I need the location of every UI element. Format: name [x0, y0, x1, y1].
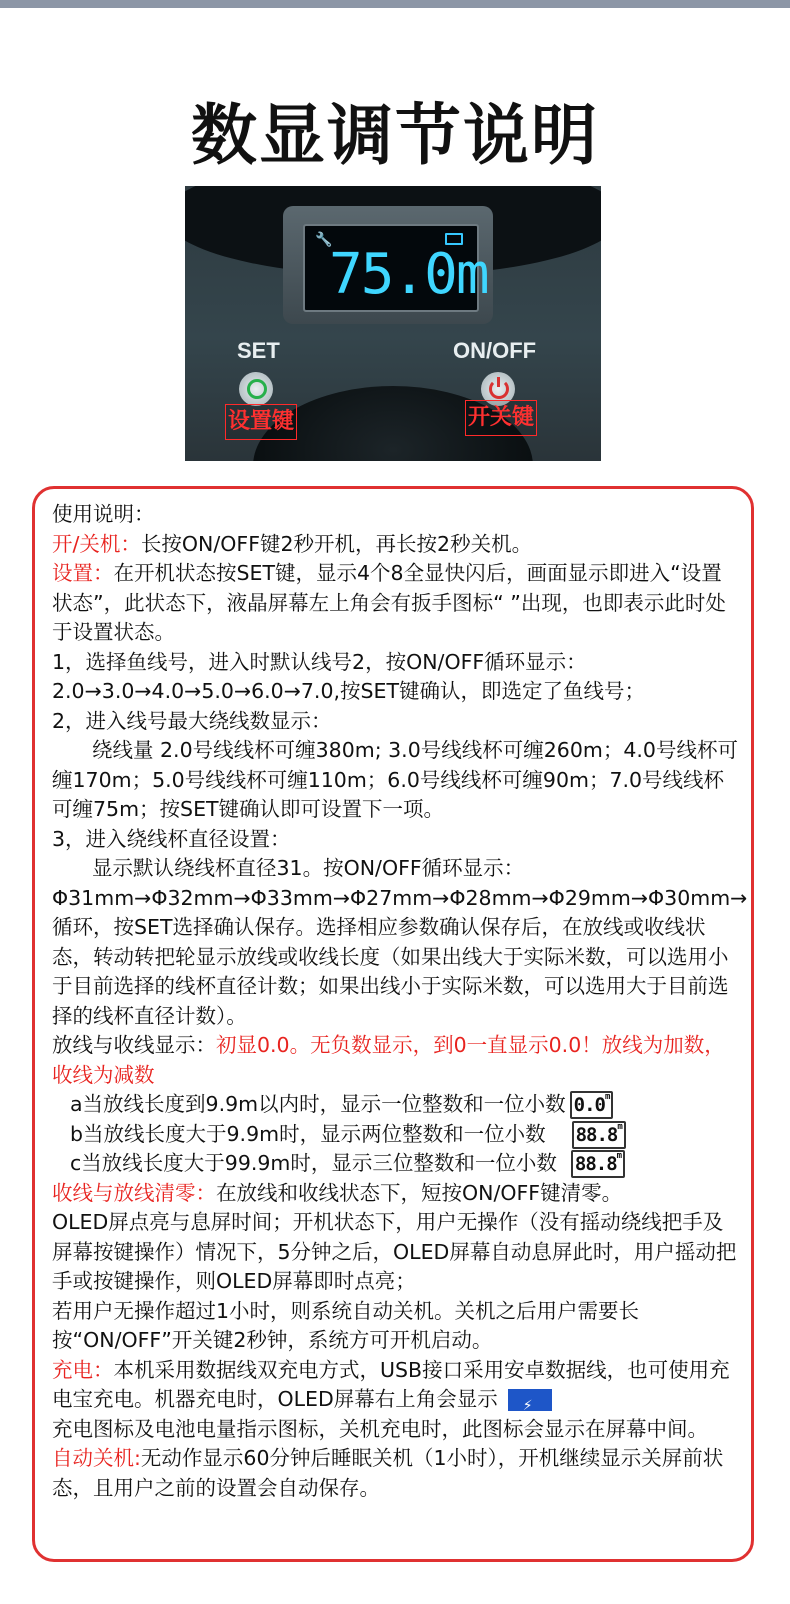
case-a: a当放线长度到9.9m以内时，显示一位整数和一位小数 0.0m: [52, 1090, 742, 1120]
step-3-text: 显示默认绕线杯直径31。按ON/OFF循环显示：Φ31mm→Φ32mm→Φ33mm→Φ27mm→Φ28mm→Φ29mm→Φ30mm→循环，按SET选择确认保存。选择相应参数确认保存后，在放线或收线状态，转动转把轮显示放线或收线长度（如果出线大于实际米数，可以选用小于目前选择的线杯直径计数；如果出线小于实际米数，可以选用大于目前选择的线杯直径计数）。: [52, 856, 748, 1028]
instructions-heading: 使用说明：: [52, 502, 155, 526]
step-1: 1，选择鱼线号，进入时默认线号2，按ON/OFF循环显示：2.0→3.0→4.0→5.0→6.0→7.0,按SET键确认，即选定了鱼线号；: [52, 649, 645, 703]
segment-display-icon: 88.8m: [572, 1121, 626, 1149]
step-2-text: 绕线量 2.0号线线杯可缠380m; 3.0号线线杯可缠260m；4.0号线杯可缠170m；5.0号线线杯可缠110m；6.0号线线杯可缠90m；7.0号线线杯可缠75m；按SET键确认即可设置下一项。: [52, 738, 738, 821]
oled-section: OLED屏点亮与息屏时间；开机状态下，用户无操作（没有摇动绕线把手及屏幕按键操作）情况下，5分钟之后，OLED屏幕自动息屏此时，用户摇动把手或按键操作，则OLED屏幕即时点亮；: [52, 1210, 737, 1293]
clear-section: 收线与放线清零：在放线和收线状态下，短按ON/OFF键清零。: [52, 1180, 623, 1205]
oled-reading: 75.0m: [329, 242, 488, 307]
case-b: b当放线长度大于9.9m时，显示两位整数和一位小数 88.8m: [52, 1120, 742, 1150]
power-section: 开/关机：长按ON/OFF键2秒开机，再长按2秒关机。: [52, 531, 533, 556]
power-key-callout: 开关键: [465, 400, 537, 436]
display-section: 放线与收线显示：初显0.0。无负数显示，到0一直显示0.0！放线为加数，收线为减数: [52, 1033, 725, 1087]
auto-off-section: 若用户无操作超过1小时，则系统自动关机。关机之后用户需要长按“ON/OFF”开关键2秒钟，系统方可开机启动。: [52, 1298, 640, 1352]
wrench-icon: 🔧: [315, 232, 333, 248]
gear-icon: [247, 379, 267, 399]
top-bar: [0, 0, 790, 8]
segment-display-icon: 88.8m: [571, 1150, 625, 1178]
instructions-text: [52, 500, 748, 1503]
charging-icon: ⚡: [508, 1389, 552, 1411]
page-title: 数显调节说明: [191, 97, 599, 174]
settings-section: 设置：在开机状态按SET键，显示4个8全显快闪后，画面显示即进入“设置状态”，此状态下，液晶屏幕左上角会有扳手图标“ ”出现，也即表示此时处于设置状态。: [52, 561, 726, 644]
step-3-title: 3，进入绕线杯直径设置：: [52, 826, 291, 851]
sleep-section: 自动关机:无动作显示60分钟后睡眠关机（1小时），开机继续显示关屏前状态，且用户之前的设置会自动保存。: [52, 1446, 724, 1500]
set-key: [239, 372, 273, 406]
segment-display-icon: 0.0m: [570, 1091, 614, 1119]
onoff-label: ON/OFF: [453, 338, 537, 363]
product-photo: [185, 186, 601, 461]
oled-screen: [303, 224, 488, 312]
set-key-callout: 设置键: [225, 404, 297, 440]
set-label: SET: [237, 338, 280, 363]
case-c: c当放线长度大于99.9m时，显示三位整数和一位小数 88.8m: [52, 1149, 742, 1179]
charge-section: 充电：本机采用数据线双充电方式，USB接口采用安卓数据线，也可使用充电宝充电。机器充电时，OLED屏幕右上角会显示 ⚡ 充电图标及电池电量指示图标，关机充电时，此图标会显示在屏幕中间。: [52, 1357, 730, 1441]
step-2-title: 2，进入线号最大绕线数显示：: [52, 708, 332, 733]
